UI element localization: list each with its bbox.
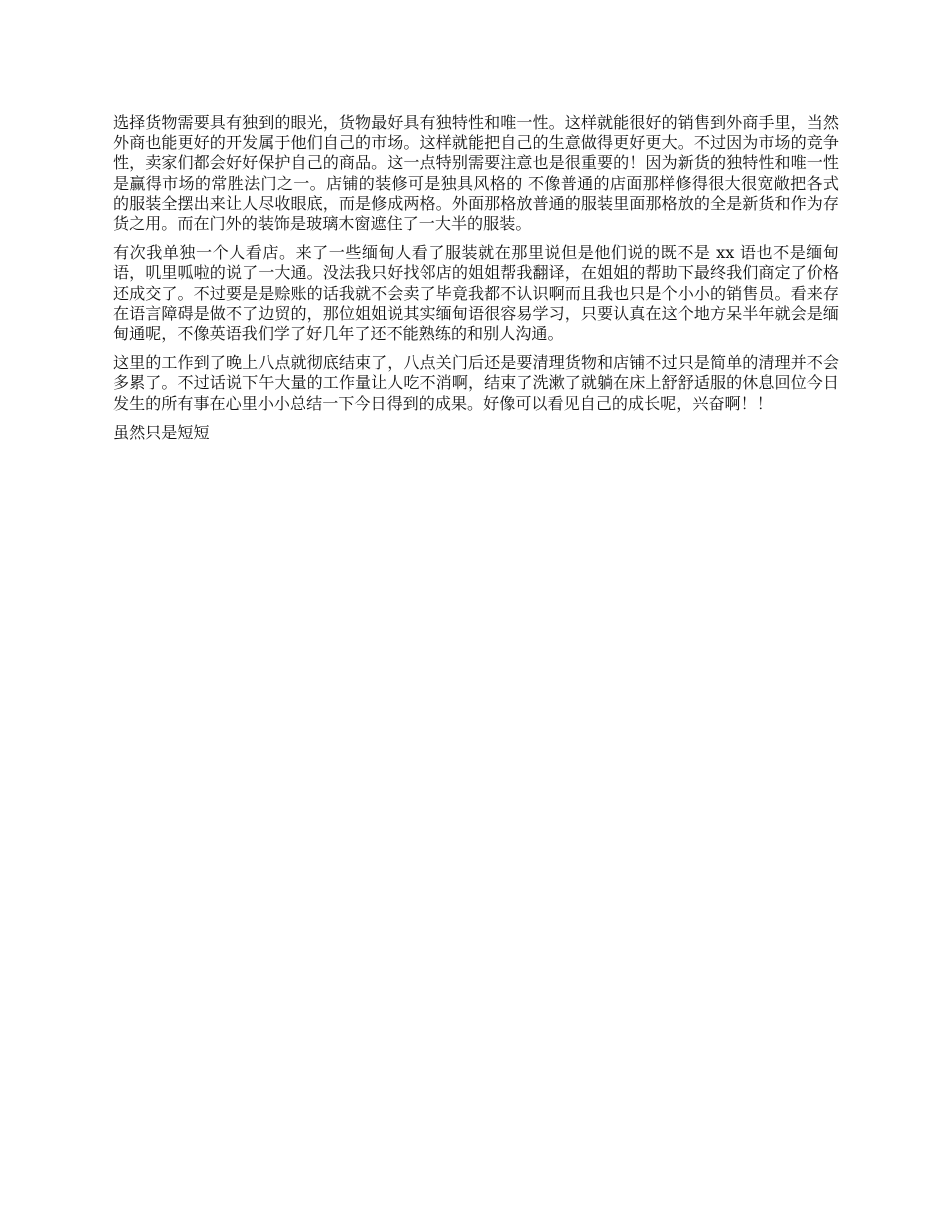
paragraph-1: 选择货物需要具有独到的眼光，货物最好具有独特性和唯一性。这样就能很好的销售到外商手里，当然外商也能更好的开发属于他们自己的市场。这样就能把自己的生意做得更好更大。不过因为市场的竞争性，卖家们都会好好保护自己的商品。这一点特别需要注意也是很重要的！因为新货的独特性和唯一性是赢得市场的常胜法门之一。店铺的装修可是独具风格的 不像普通的店面那样修得很大很宽敞把各式的服装全摆出来让人尽收眼底，而是修成两格。外面那格放普通的服装里面那格放的全是新货和作为存货之用。而在门外的装饰是玻璃木窗遮住了一大半的服装。 bbox=[113, 113, 839, 234]
paragraph-4: 虽然只是短短 bbox=[113, 422, 210, 442]
document-body bbox=[113, 113, 839, 452]
paragraph-3: 这里的工作到了晚上八点就彻底结束了，八点关门后还是要清理货物和店铺不过只是简单的清理并不会多累了。不过话说下午大量的工作量让人吃不消啊，结束了洗漱了就躺在床上舒舒适服的休息回位今日发生的所有事在心里小小总结一下今日得到的成果。好像可以看见自己的成长呢，兴奋啊！！ bbox=[113, 353, 839, 413]
paragraph-2: 有次我单独一个人看店。来了一些缅甸人看了服装就在那里说但是他们说的既不是 xx 语也不是缅甸语，叽里呱啦的说了一大通。没法我只好找邻店的姐姐帮我翻译，在姐姐的帮助下最终我们商定了价格还成交了。不过要是是赊账的话我就不会卖了毕竟我都不认识啊而且我也只是个小小的销售员。看来存在语言障碍是做不了边贸的，那位姐姐说其实缅甸语很容易学习，只要认真在这个地方呆半年就会是缅甸通呢，不像英语我们学了好几年了还不能熟练的和别人沟通。 bbox=[113, 243, 839, 344]
